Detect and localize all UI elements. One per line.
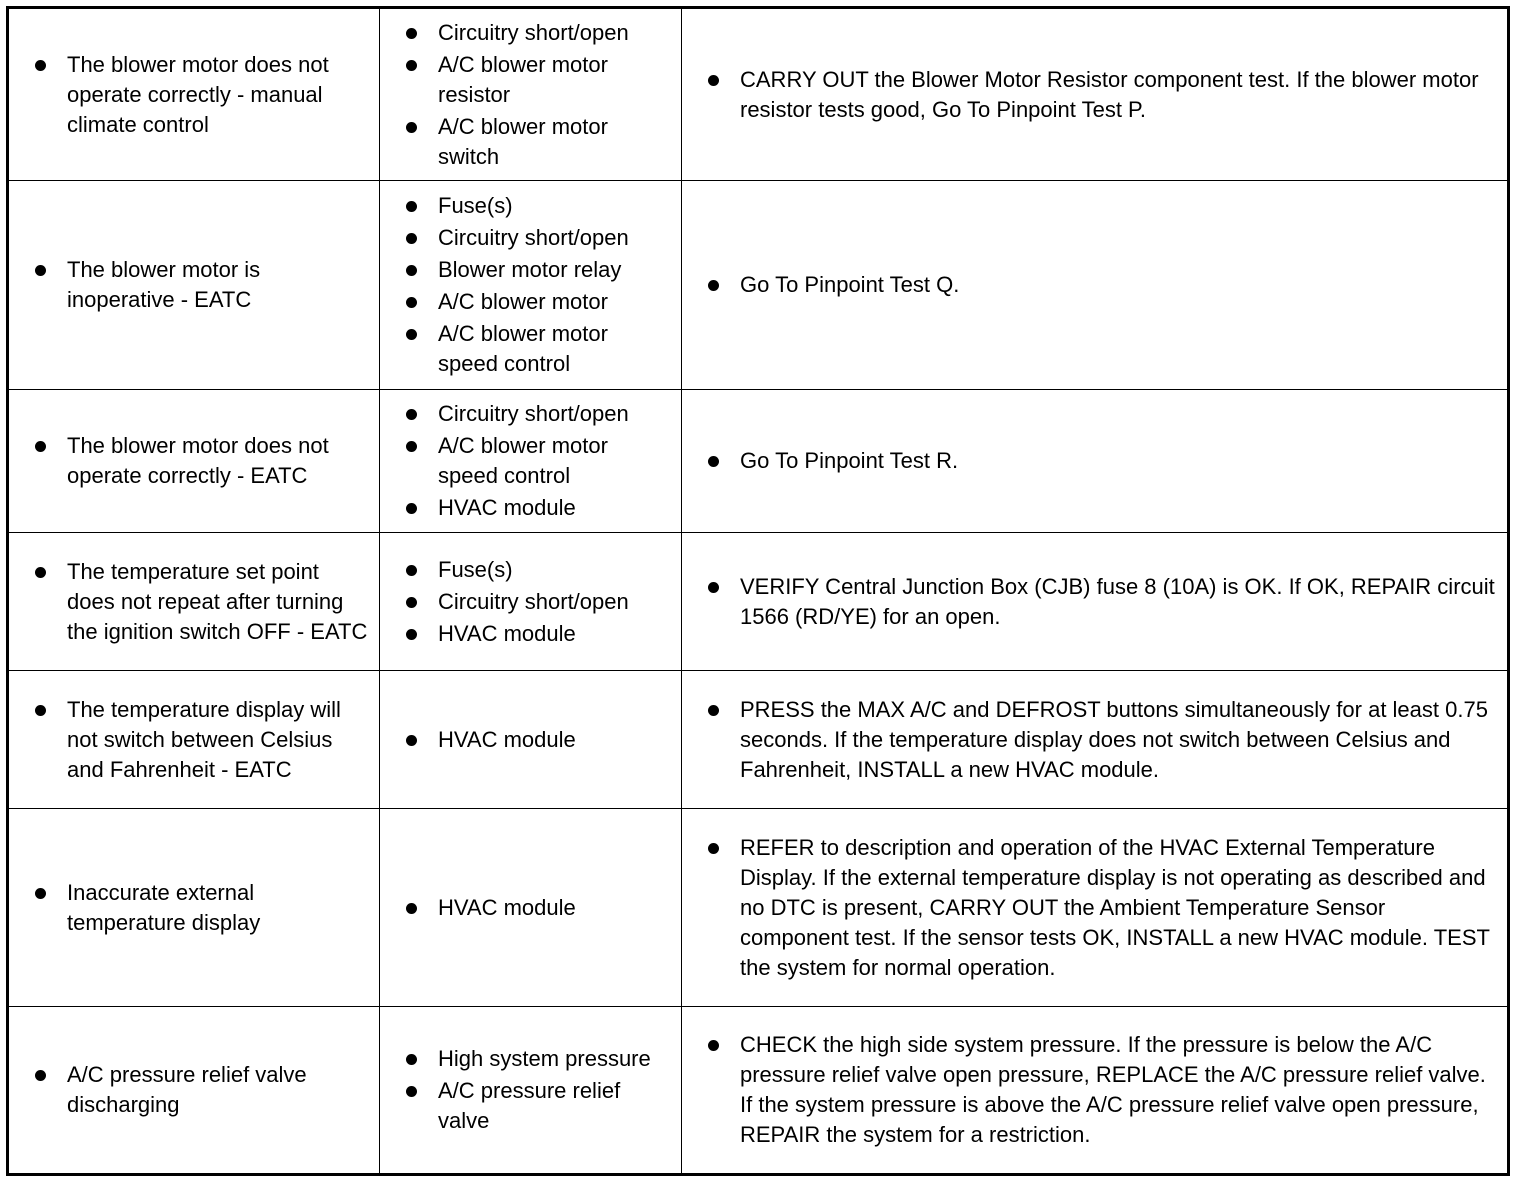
bullet-icon — [406, 629, 417, 640]
bullet-icon — [406, 1086, 417, 1097]
table-row — [8, 1007, 1509, 1175]
bullet-icon — [35, 888, 46, 899]
item-text: A/C pressure relief valve discharging — [67, 1062, 307, 1117]
list-item — [682, 65, 1507, 125]
list-item — [380, 255, 681, 285]
symptom-cell — [8, 671, 380, 809]
bullet-icon — [406, 297, 417, 308]
item-text: HVAC module — [438, 894, 576, 920]
bullet-icon — [35, 567, 46, 578]
bullet-icon — [35, 1070, 46, 1081]
source-cell — [380, 181, 682, 390]
symptom-cell — [8, 533, 380, 671]
table-row — [8, 181, 1509, 390]
item-text: The blower motor is inoperative - EATC — [67, 257, 261, 312]
list-item — [9, 878, 379, 938]
bullet-icon — [406, 201, 417, 212]
bullet-icon — [406, 735, 417, 746]
list-item — [380, 112, 681, 172]
source-cell — [380, 8, 682, 181]
list-item — [380, 223, 681, 253]
list-item — [682, 446, 1507, 476]
symptom-cell — [8, 1007, 380, 1175]
list-item — [682, 270, 1507, 300]
item-text: A/C blower motor speed control — [438, 321, 608, 376]
action-cell — [682, 671, 1509, 809]
item-text: A/C blower motor switch — [438, 113, 608, 169]
item-text: Circuitry short/open — [438, 401, 629, 426]
list-item — [380, 893, 681, 923]
bullet-icon — [708, 75, 719, 86]
list-item — [682, 695, 1507, 785]
list-item — [380, 50, 681, 110]
item-text: Go To Pinpoint Test R. — [740, 448, 959, 473]
bullet-icon — [406, 503, 417, 514]
item-text: Circuitry short/open — [438, 225, 629, 250]
item-text: The temperature set point does not repeat after turning the ignition switch OFF - EATC — [67, 558, 368, 644]
item-text: Go To Pinpoint Test Q. — [740, 272, 960, 297]
symptom-cell — [8, 809, 380, 1007]
bullet-icon — [708, 280, 719, 291]
bullet-icon — [406, 60, 417, 71]
bullet-icon — [406, 329, 417, 340]
bullet-icon — [708, 456, 719, 467]
action-cell — [682, 181, 1509, 390]
list-item — [380, 555, 681, 585]
item-text: HVAC module — [438, 620, 576, 646]
table-row — [8, 809, 1509, 1007]
source-cell — [380, 809, 682, 1007]
list-item — [380, 587, 681, 617]
bullet-icon — [406, 265, 417, 276]
list-item — [380, 1076, 681, 1136]
list-item — [9, 255, 379, 315]
item-text: Fuse(s) — [438, 556, 513, 582]
item-text: A/C pressure relief valve — [438, 1078, 621, 1133]
bullet-icon — [35, 265, 46, 276]
source-cell — [380, 390, 682, 533]
item-text: REFER to description and operation of the HVAC External Temperature Display. If the external temperature display is not operating as described and no DTC is present, CARRY OUT the Ambient Temperature Sensor component test. If the sensor tests OK, INSTALL a new HVAC module. TEST the system for normal operation. — [740, 834, 1490, 980]
action-cell — [682, 809, 1509, 1007]
symptom-cell — [8, 8, 380, 181]
list-item — [9, 1060, 379, 1120]
bullet-icon — [708, 843, 719, 854]
item-text: A/C blower motor resistor — [438, 51, 608, 107]
bullet-icon — [708, 1040, 719, 1051]
item-text: PRESS the MAX A/C and DEFROST buttons simultaneously for at least 0.75 seconds. If the temperature display does not switch between Celsius and Fahrenheit, INSTALL a new HVAC module. — [740, 696, 1488, 782]
item-text: High system pressure — [438, 1046, 651, 1071]
item-text: Fuse(s) — [438, 193, 513, 218]
bullet-icon — [406, 903, 417, 914]
item-text: The blower motor does not operate correctly - EATC — [67, 433, 329, 488]
symptom-cell — [8, 390, 380, 533]
list-item — [9, 557, 379, 647]
list-item — [9, 695, 379, 785]
list-item — [380, 319, 681, 379]
item-text: VERIFY Central Junction Box (CJB) fuse 8 (10A) is OK. If OK, REPAIR circuit 1566 (RD/YE) for an open. — [740, 573, 1495, 629]
list-item — [682, 1030, 1507, 1150]
source-cell — [380, 1007, 682, 1175]
item-text: Circuitry short/open — [438, 19, 629, 45]
bullet-icon — [708, 705, 719, 716]
list-item — [380, 431, 681, 491]
bullet-icon — [406, 122, 417, 133]
item-text: Blower motor relay — [438, 257, 622, 282]
table-row — [8, 671, 1509, 809]
table-row — [8, 390, 1509, 533]
item-text: The temperature display will not switch between Celsius and Fahrenheit - EATC — [67, 696, 341, 782]
list-item — [682, 572, 1507, 632]
bullet-icon — [406, 1054, 417, 1065]
list-item — [380, 1044, 681, 1074]
action-cell — [682, 8, 1509, 181]
list-item — [380, 619, 681, 649]
item-text: A/C blower motor — [438, 289, 608, 314]
bullet-icon — [406, 233, 417, 244]
list-item — [380, 18, 681, 48]
action-cell — [682, 533, 1509, 671]
list-item — [380, 191, 681, 221]
list-item — [9, 431, 379, 491]
bullet-icon — [406, 565, 417, 576]
item-text: CHECK the high side system pressure. If the pressure is below the A/C pressure relief valve open pressure, REPLACE the A/C pressure relief valve. If the system pressure is above the A/C pressure relief valve open pressure, REPAIR the system for a restriction. — [740, 1032, 1486, 1147]
list-item — [682, 833, 1507, 983]
list-item — [380, 725, 681, 755]
item-text: CARRY OUT the Blower Motor Resistor component test. If the blower motor resistor tests good, Go To Pinpoint Test P. — [740, 66, 1479, 122]
symptom-cell — [8, 181, 380, 390]
bullet-icon — [708, 582, 719, 593]
bullet-icon — [406, 597, 417, 608]
item-text: HVAC module — [438, 726, 576, 752]
list-item — [380, 287, 681, 317]
table-row — [8, 533, 1509, 671]
list-item — [9, 50, 379, 140]
item-text: A/C blower motor speed control — [438, 433, 608, 488]
bullet-icon — [406, 441, 417, 452]
bullet-icon — [406, 28, 417, 39]
source-cell — [380, 533, 682, 671]
source-cell — [380, 671, 682, 809]
table-row — [8, 8, 1509, 181]
action-cell — [682, 390, 1509, 533]
list-item — [380, 399, 681, 429]
item-text: Circuitry short/open — [438, 588, 629, 614]
bullet-icon — [35, 441, 46, 452]
bullet-icon — [35, 60, 46, 71]
item-text: The blower motor does not operate correctly - manual climate control — [67, 51, 329, 137]
bullet-icon — [35, 705, 46, 716]
symptom-chart-table — [6, 6, 1510, 1176]
item-text: Inaccurate external temperature display — [67, 879, 261, 935]
bullet-icon — [406, 409, 417, 420]
item-text: HVAC module — [438, 495, 576, 520]
list-item — [380, 493, 681, 523]
action-cell — [682, 1007, 1509, 1175]
